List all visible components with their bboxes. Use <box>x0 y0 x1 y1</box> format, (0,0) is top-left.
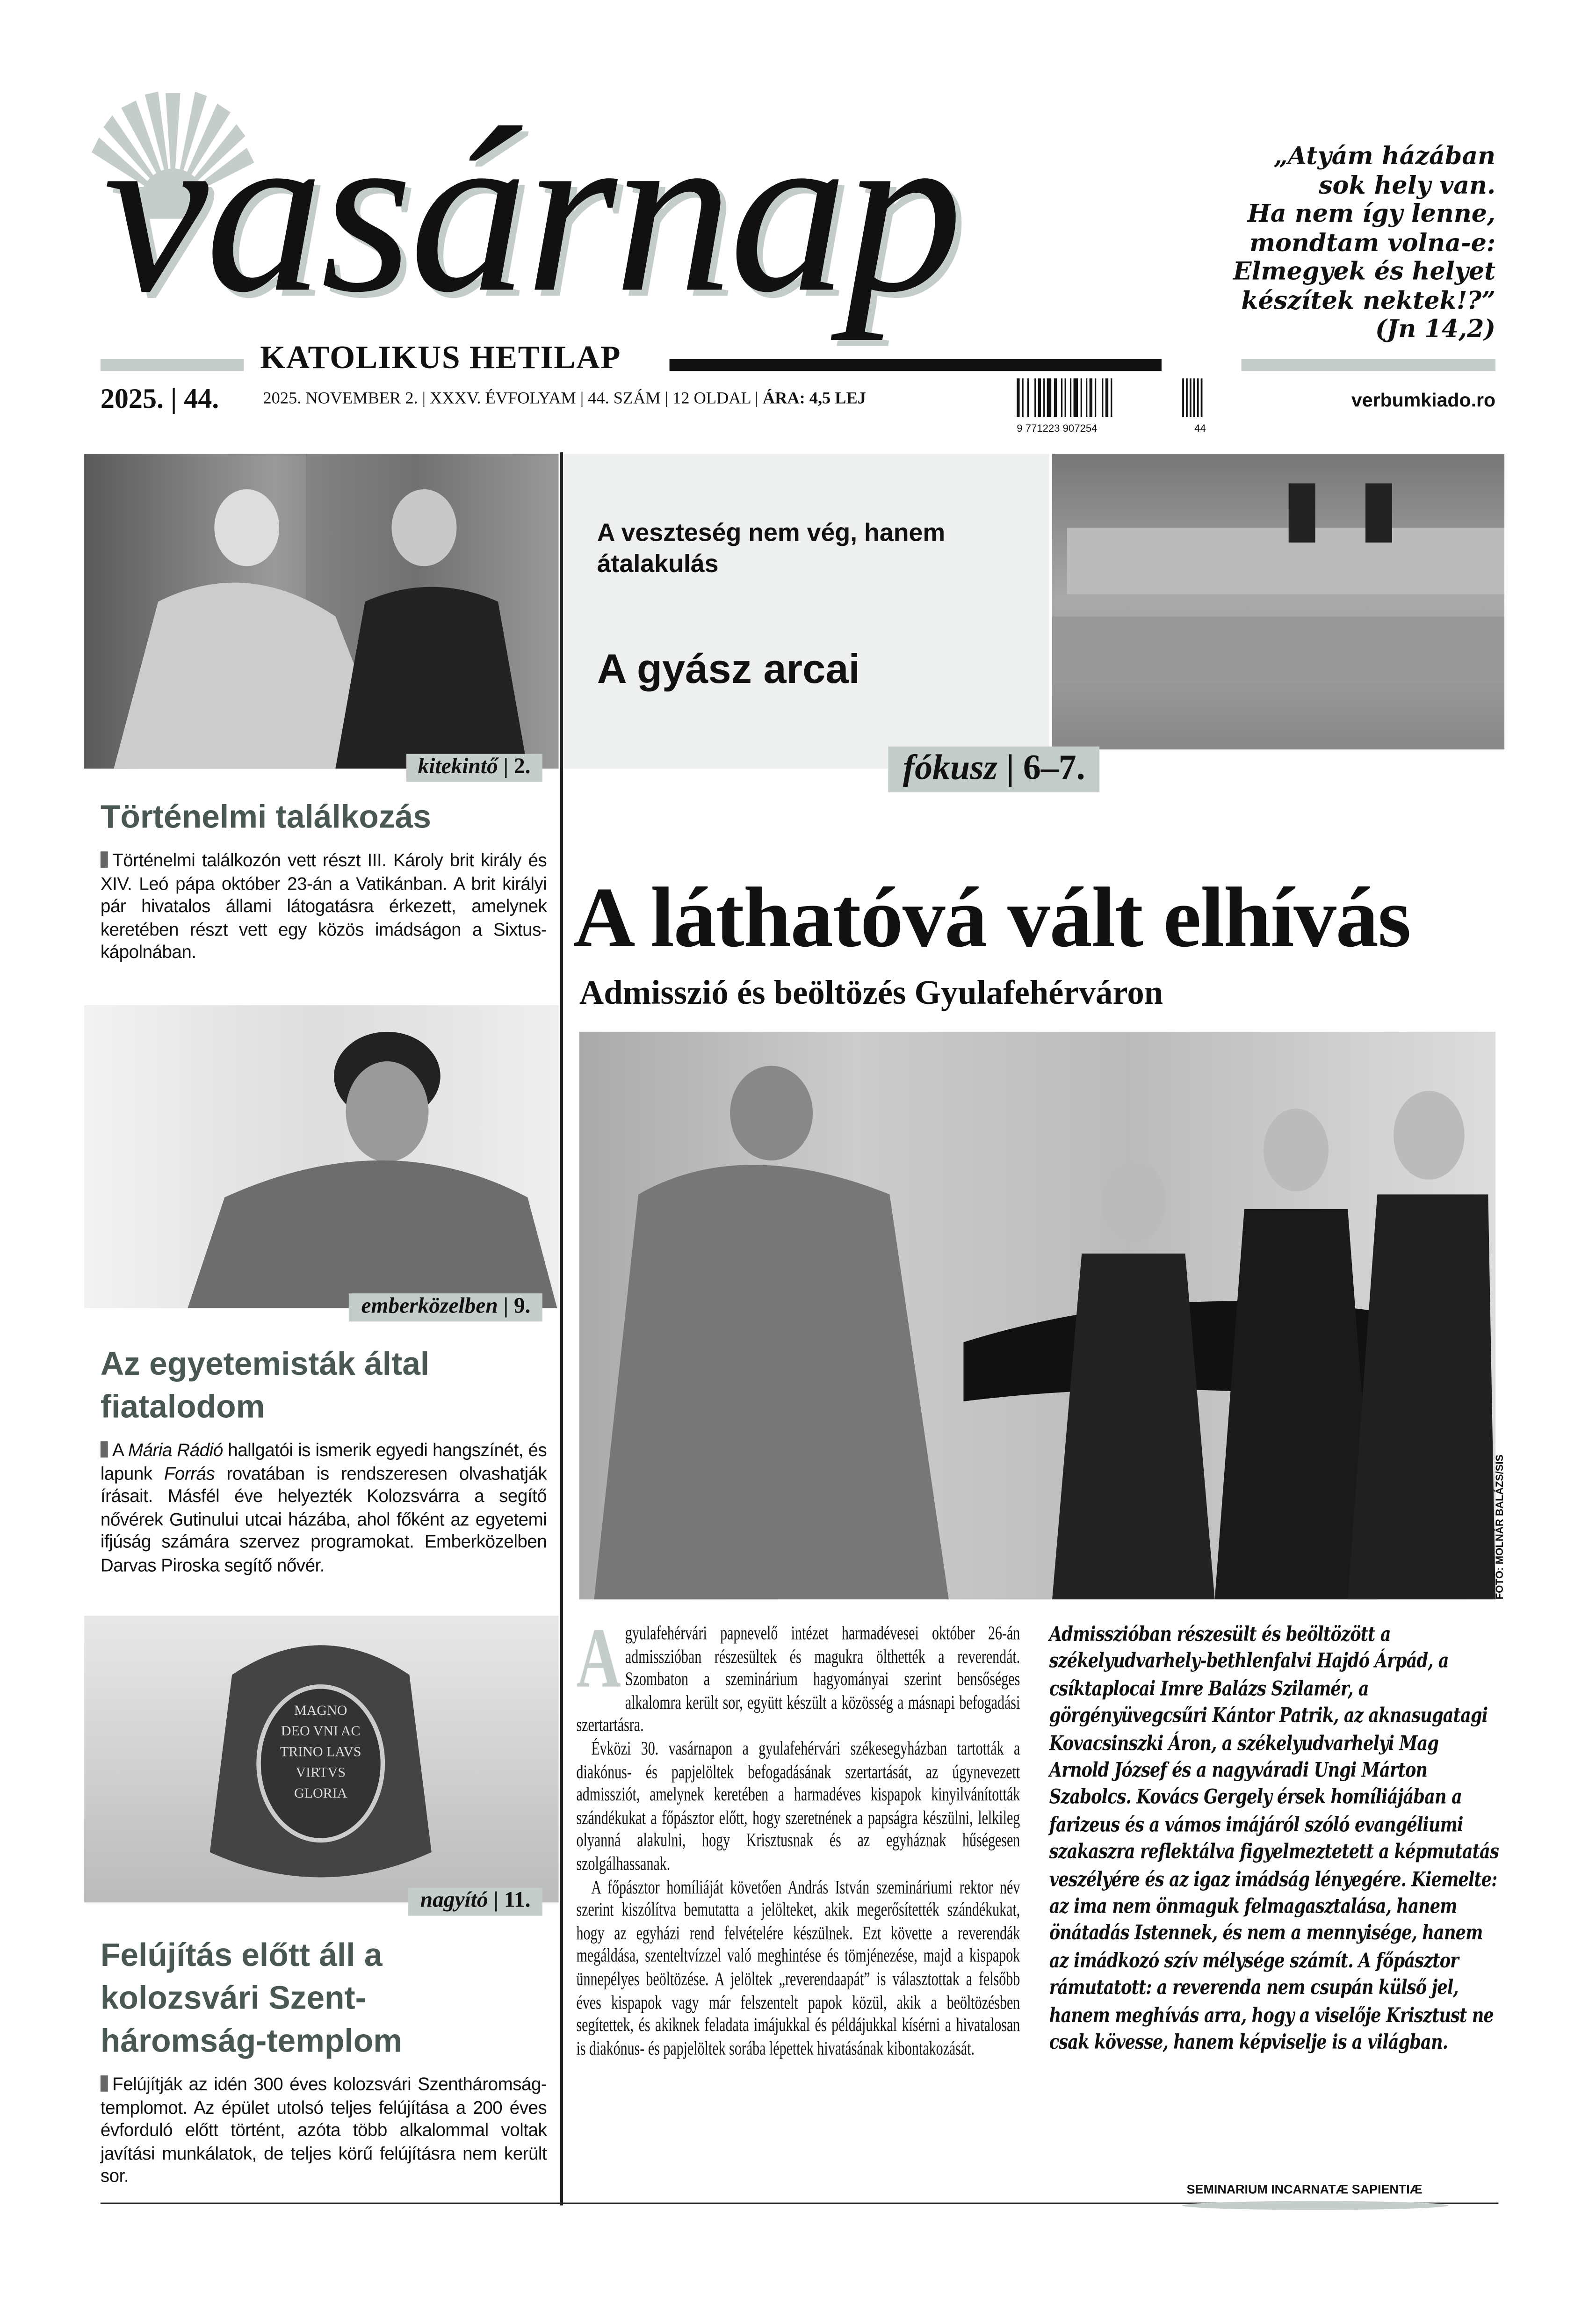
teaser-text <box>101 850 547 963</box>
barcode-number: 9 771223 907254 <box>1017 424 1098 435</box>
text-segment: hallgatói is ismerik egyedi hangszínét, és lapunk <box>100 1440 547 1484</box>
barcode-bar <box>1065 378 1066 417</box>
masthead-logo: vasárnap <box>103 78 960 342</box>
italic-title: Forrás <box>164 1463 215 1484</box>
column-divider <box>560 452 563 2205</box>
article-teaser-block <box>101 1934 551 2190</box>
masthead-divider <box>670 359 1162 371</box>
issue-date: 2025. NOVEMBER 2. | XXXV. ÉVFOLYAM | 44. SZÁM | 12 OLDAL | <box>263 390 763 408</box>
plaque-inscription <box>261 1701 380 1805</box>
quote-reference: (Jn 14,2) <box>1375 315 1496 343</box>
barcode-addon-bar <box>1190 378 1192 417</box>
barcode-addon-bar <box>1182 378 1184 417</box>
masthead-subtitle: KATOLIKUS HETILAP <box>260 338 621 376</box>
article-heading[interactable]: Felújítás előtt áll a kolozsvári Szentháromság-templom <box>100 1936 403 2060</box>
barcode-bar <box>1061 378 1062 417</box>
section-name: emberközelben <box>361 1295 498 1319</box>
barcode-addon: 44 <box>1194 424 1206 435</box>
quote-line: mondtam volna-e: <box>1249 228 1496 257</box>
barcode-bar <box>1090 378 1092 417</box>
barcode-bar <box>1027 378 1029 417</box>
plaque-line: TRINO LAVS <box>280 1746 361 1761</box>
quote-line: készítek nektek!?” <box>1241 286 1496 314</box>
text-segment: A <box>112 1440 128 1461</box>
section-tag[interactable]: nagyító | 11. <box>408 1888 542 1916</box>
drop-cap: A <box>576 1610 621 1706</box>
plaque-line: DEO VNI AC <box>281 1725 361 1740</box>
plaque-line: MAGNO <box>294 1704 347 1719</box>
barcode-bar <box>1043 378 1045 417</box>
barcode-bar <box>1017 378 1019 417</box>
article-teaser <box>101 850 547 965</box>
article-teaser <box>101 2074 547 2189</box>
photo-illustration <box>579 1032 1495 1600</box>
lead-headline[interactable]: A láthatóvá vált elhívás <box>573 869 1411 965</box>
photo-pope-king <box>84 454 558 769</box>
barcode-addon-bar <box>1201 378 1203 417</box>
photo-illustration <box>84 454 558 769</box>
photo-credit: FOTÓ: MOLNÁR BALÁZS/SIS <box>1495 1454 1506 1600</box>
barcode-bar <box>1081 378 1082 417</box>
photo-church-plaque <box>84 1616 558 1902</box>
photo-illustration <box>84 1005 558 1308</box>
photo-nun-portrait <box>84 1005 558 1308</box>
barcode-addon-bar <box>1193 378 1195 417</box>
photo-grave-steps <box>1052 454 1504 749</box>
quote-line: Ha nem így lenne, <box>1247 199 1496 228</box>
article-teaser-block <box>101 795 551 965</box>
bullet-bar <box>101 2075 108 2092</box>
barcode-bar <box>1038 378 1041 417</box>
section-name: nagyító <box>420 1889 488 1913</box>
masthead-divider <box>1242 359 1496 371</box>
quote-line: Elmegyek és helyet <box>1233 257 1496 285</box>
masthead-divider <box>101 359 244 371</box>
barcode-bar <box>1047 378 1051 417</box>
body-paragraph: gyulafehérvári papnevelő intézet harmadévesei október 26-án admisszióban részesültek és magukra ölthették a reverendát. Szombaton a szeminárium hagyományai szerint bensőséges alkalomra került sor, együtt készült a közösség a másnapi befogadási szertartásra. <box>576 1621 1020 1736</box>
italic-title: Mária Rádió <box>128 1440 223 1461</box>
page-ref: 6–7. <box>1023 749 1085 788</box>
quote-line: sok hely van. <box>1319 171 1496 199</box>
barcode-bar <box>1022 378 1024 417</box>
focus-section-tag[interactable]: fókusz | 6–7. <box>888 747 1100 792</box>
plaque-line: GLORIA <box>294 1787 347 1802</box>
bottom-accent <box>1182 2201 1448 2210</box>
price: ÁRA: 4,5 LEJ <box>762 390 866 408</box>
article-heading[interactable]: Az egyetemisták által fiatalodom <box>100 1345 430 1425</box>
barcode-bar <box>1111 378 1112 417</box>
barcode-bar <box>1074 378 1078 417</box>
article-teaser-block <box>101 1342 551 1578</box>
barcode <box>1017 378 1206 435</box>
issue-number: 2025. | 44. <box>100 384 219 416</box>
issue-meta <box>263 390 866 408</box>
page-ref: 9. <box>513 1295 531 1319</box>
focus-kicker: A veszteség nem vég, hanem átalakulás <box>597 519 946 578</box>
website-link[interactable]: verbumkiado.ro <box>1351 389 1496 411</box>
lead-subhead: Admisszió és beöltözés Gyulafehérváron <box>579 974 1163 1011</box>
teaser-text <box>101 1440 547 1576</box>
teaser-text <box>101 2074 547 2187</box>
barcode-bar <box>1102 378 1103 417</box>
article-heading[interactable]: Történelmi találkozás <box>100 798 431 835</box>
focus-title[interactable]: A gyász arcai <box>597 646 860 692</box>
section-name: fókusz <box>903 749 998 788</box>
page-ref: 2. <box>513 755 531 779</box>
photo-admission-ceremony <box>579 1032 1495 1600</box>
barcode-bar <box>1034 378 1036 417</box>
barcode-bar <box>1105 378 1108 417</box>
barcode-bar <box>1086 378 1087 417</box>
text-segment: Felújítják az idén 300 éves kolozsvári Szentháromság-templomot. Az épület utolsó teljes felújítása a 200 éves évforduló előtt történt, azóta több alkalommal voltak javítási munkálatok, de teljes körű felújításra nem került sor. <box>100 2074 547 2187</box>
section-name: kitekintő <box>418 755 498 779</box>
barcode-bar <box>1070 378 1071 417</box>
lead-sidebar: Admisszióban részesült és beöltözött a székelyudvarhely-bethlenfalvi Hajdó Árpád, a csíktaplocai Imre Balázs Szilamér, a görgényüvegcsűri Kántor Patrik, az aknasugatagi Kovacsinszki Áron, a székelyudvarhelyi Mag Arnold József és a nagyváradi Ungi Márton Szabolcs. Kovács Gergely érsek homíliájában a farizeus és a vámos imájáról szóló evangéliumi szakaszra reflektálva figyelmeztetett a képmutatás veszélyére és az igaz imádság lényegére. Kiemelte: az ima nem önmaguk felmagasztalása, hanem önátadás Istennek, és nem a mennyisége, hanem az imádkozó szív mélysége számít. A főpásztor rámutatott: a reverenda nem csupán külső jel, hanem meghívás arra, hogy a viselője Krisztust ne csak kövesse, hanem képviselje is a világban. <box>1049 1623 1499 2055</box>
bullet-bar <box>101 1441 108 1458</box>
barcode-bars-icon <box>1017 378 1206 417</box>
barcode-addon-bar <box>1186 378 1188 417</box>
barcode-bar <box>1054 378 1057 417</box>
bible-quote <box>1141 142 1495 343</box>
body-paragraph: A főpásztor homíliáját követően András István szemináriumi rektor név szerint kiszólítva bemutatta a jelölteket, akik megerősítették szándékukat, hogy az egyházi rend felvételére készülnek. Ezt követte a reverendák megáldása, szenteltvízzel való meghintése és tömjénezése, majd a kispapok ünnepélyes beöltözése. A jelöltek „reverendaapát” is választottak a felsőbb éves kispapok vagy már felszentelt papok közül, akik a beöltözésben segítettek, és akiknek feladata imájukkal és példájukkal kísérni a hivatalosan is diakónus- és papjelöltek sorába lépettek hivatásának kibontakozását. <box>576 1875 1020 2059</box>
barcode-bar <box>1095 378 1096 417</box>
lead-body <box>576 1610 1020 2060</box>
barcode-addon-bar <box>1197 378 1199 417</box>
section-tag[interactable]: kitekintő | 2. <box>406 754 542 782</box>
focus-teaser-text <box>597 517 1025 695</box>
text-segment: Történelmi találkozón vett részt III. Károly brit király és XIV. Leó pápa október 23-án a Vatikánban. A brit királyi pár hivatalos állami látogatásra érkezett, amelynek keretében részt vett egy közös imádságon a Sixtus-kápolnában. <box>100 850 547 963</box>
body-paragraph: Évközi 30. vasárnapon a gyulafehérvári székesegyházban tartották a diakónus- és papjelöltek befogadásának szertartását, az úgynevezett admissziót, amelynek keretében a harmadéves kispapok kinyilvánították szándékukat a főpásztor előtt, hogy szeretnének a papságra készülni, lelkileg olyanná alakulni, hogy Krisztusnak és az egyháznak hűségesen szolgálhassanak. <box>576 1737 1020 1874</box>
seminary-caption: SEMINARIUM INCARNATÆ SAPIENTIÆ <box>1186 2182 1423 2197</box>
quote-line: „Atyám házában <box>1273 142 1496 170</box>
photo-illustration <box>1052 454 1504 749</box>
bullet-bar <box>101 851 108 868</box>
section-tag[interactable]: emberközelben | 9. <box>349 1293 542 1321</box>
article-teaser <box>101 1440 547 1578</box>
text-segment: rovatában is rendszeresen olvashatják írásait. Másfél éve helyezték Kolozsvárra a segítő nővérek Gutinului utcai házába, ahol főként az egyetemi ifjúság számára szervez programokat. Emberközelben Darvas Piroska segítő nővér. <box>100 1463 547 1576</box>
page-ref: 11. <box>504 1889 531 1913</box>
plaque-line: VIRTVS <box>296 1766 346 1782</box>
